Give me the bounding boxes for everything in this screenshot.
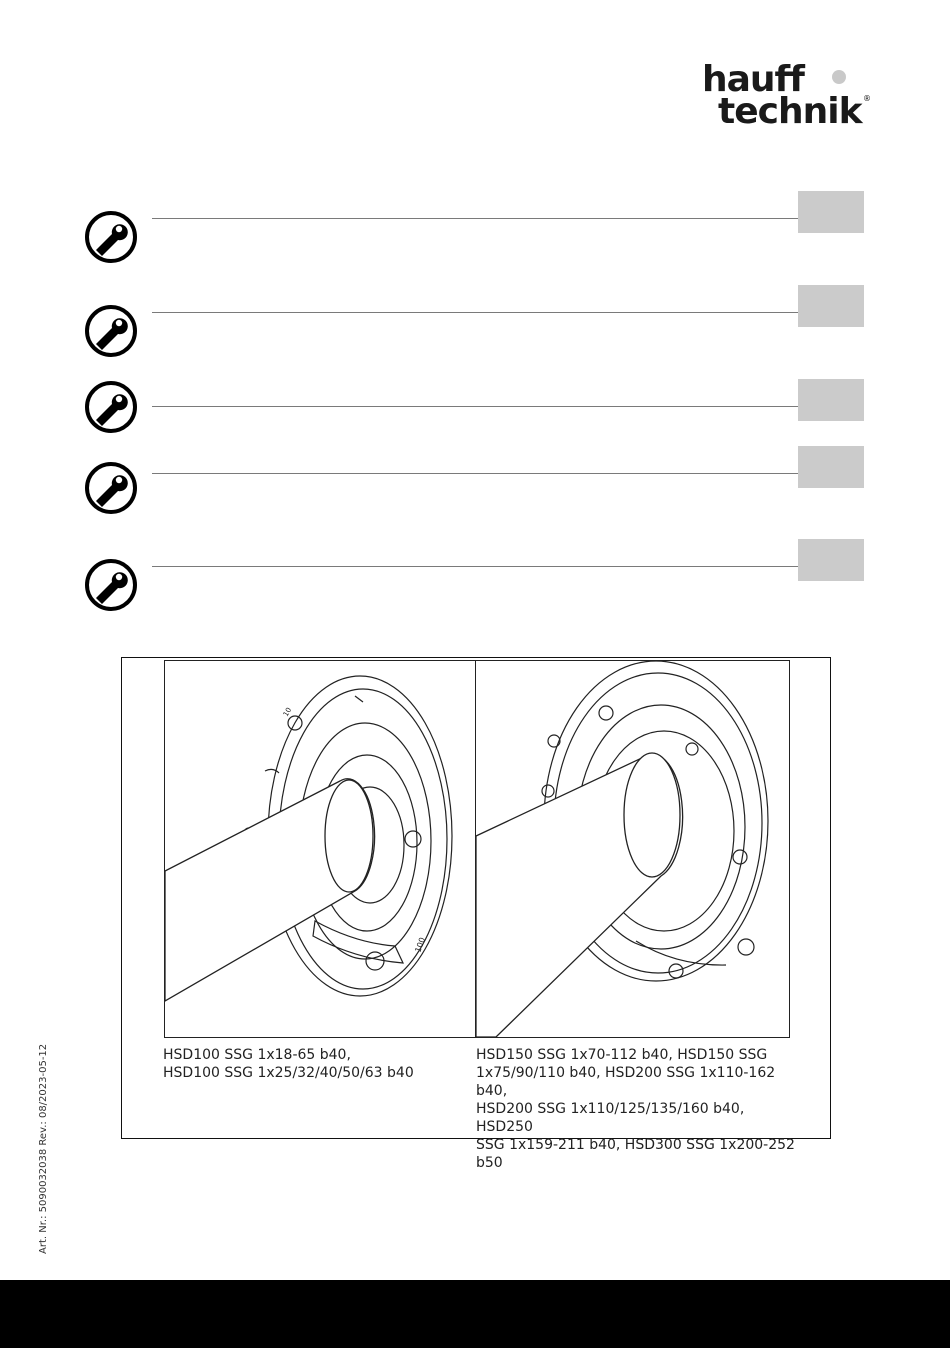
section-row-2 (0, 294, 950, 354)
flange-mark-100: 100 (413, 936, 428, 954)
caption-line: HSD100 SSG 1x18-65 b40, (163, 1047, 351, 1063)
wrench-icon (84, 461, 138, 515)
article-number: Art. Nr.: 5090032038 Rev.: 08/2023-05-12 (38, 1043, 49, 1254)
registered-mark: ® (863, 94, 871, 103)
product-drawing-hsd150-300 (475, 660, 790, 1038)
flange-seal-drawing-small (165, 661, 475, 1037)
logo-word-technik: technik (718, 91, 862, 132)
hauff-technik-logo (700, 59, 872, 134)
section-rule (152, 218, 798, 219)
flange-seal-drawing-large (476, 661, 789, 1037)
wrench-icon (84, 380, 138, 434)
section-rule (152, 473, 798, 474)
product-drawing-hsd100 (164, 660, 476, 1038)
wrench-icon (84, 558, 138, 612)
section-row-4 (0, 455, 950, 515)
logo-dot (832, 70, 846, 84)
section-rule (152, 406, 798, 407)
section-tab-label (798, 285, 864, 327)
caption-line: HSD100 SSG 1x25/32/40/50/63 b40 (163, 1065, 414, 1081)
section-row-1 (0, 200, 950, 260)
section-tab-label (798, 379, 864, 421)
section-tab-label (798, 539, 864, 581)
section-row-5 (0, 548, 950, 608)
caption-line: SSG 1x159-211 b40, HSD300 SSG 1x200-252 b50 (476, 1137, 795, 1171)
section-tab-label (798, 191, 864, 233)
caption-line: HSD200 SSG 1x110/125/135/160 b40, HSD250 (476, 1101, 745, 1135)
section-row-3 (0, 380, 950, 440)
caption-line: HSD150 SSG 1x70-112 b40, HSD150 SSG (476, 1047, 768, 1063)
wrench-icon (84, 210, 138, 264)
section-tab-label (798, 446, 864, 488)
caption-hsd100 (163, 1046, 463, 1082)
flange-mark-10: 10 (281, 706, 294, 718)
section-rule (152, 566, 798, 567)
caption-line: 1x75/90/110 b40, HSD200 SSG 1x110-162 b40, (476, 1065, 776, 1099)
logo-word-hauff: hauff (702, 59, 804, 100)
footer-bar (0, 1280, 950, 1348)
wrench-icon (84, 304, 138, 358)
caption-hsd150-300 (476, 1046, 796, 1172)
section-rule (152, 312, 798, 313)
